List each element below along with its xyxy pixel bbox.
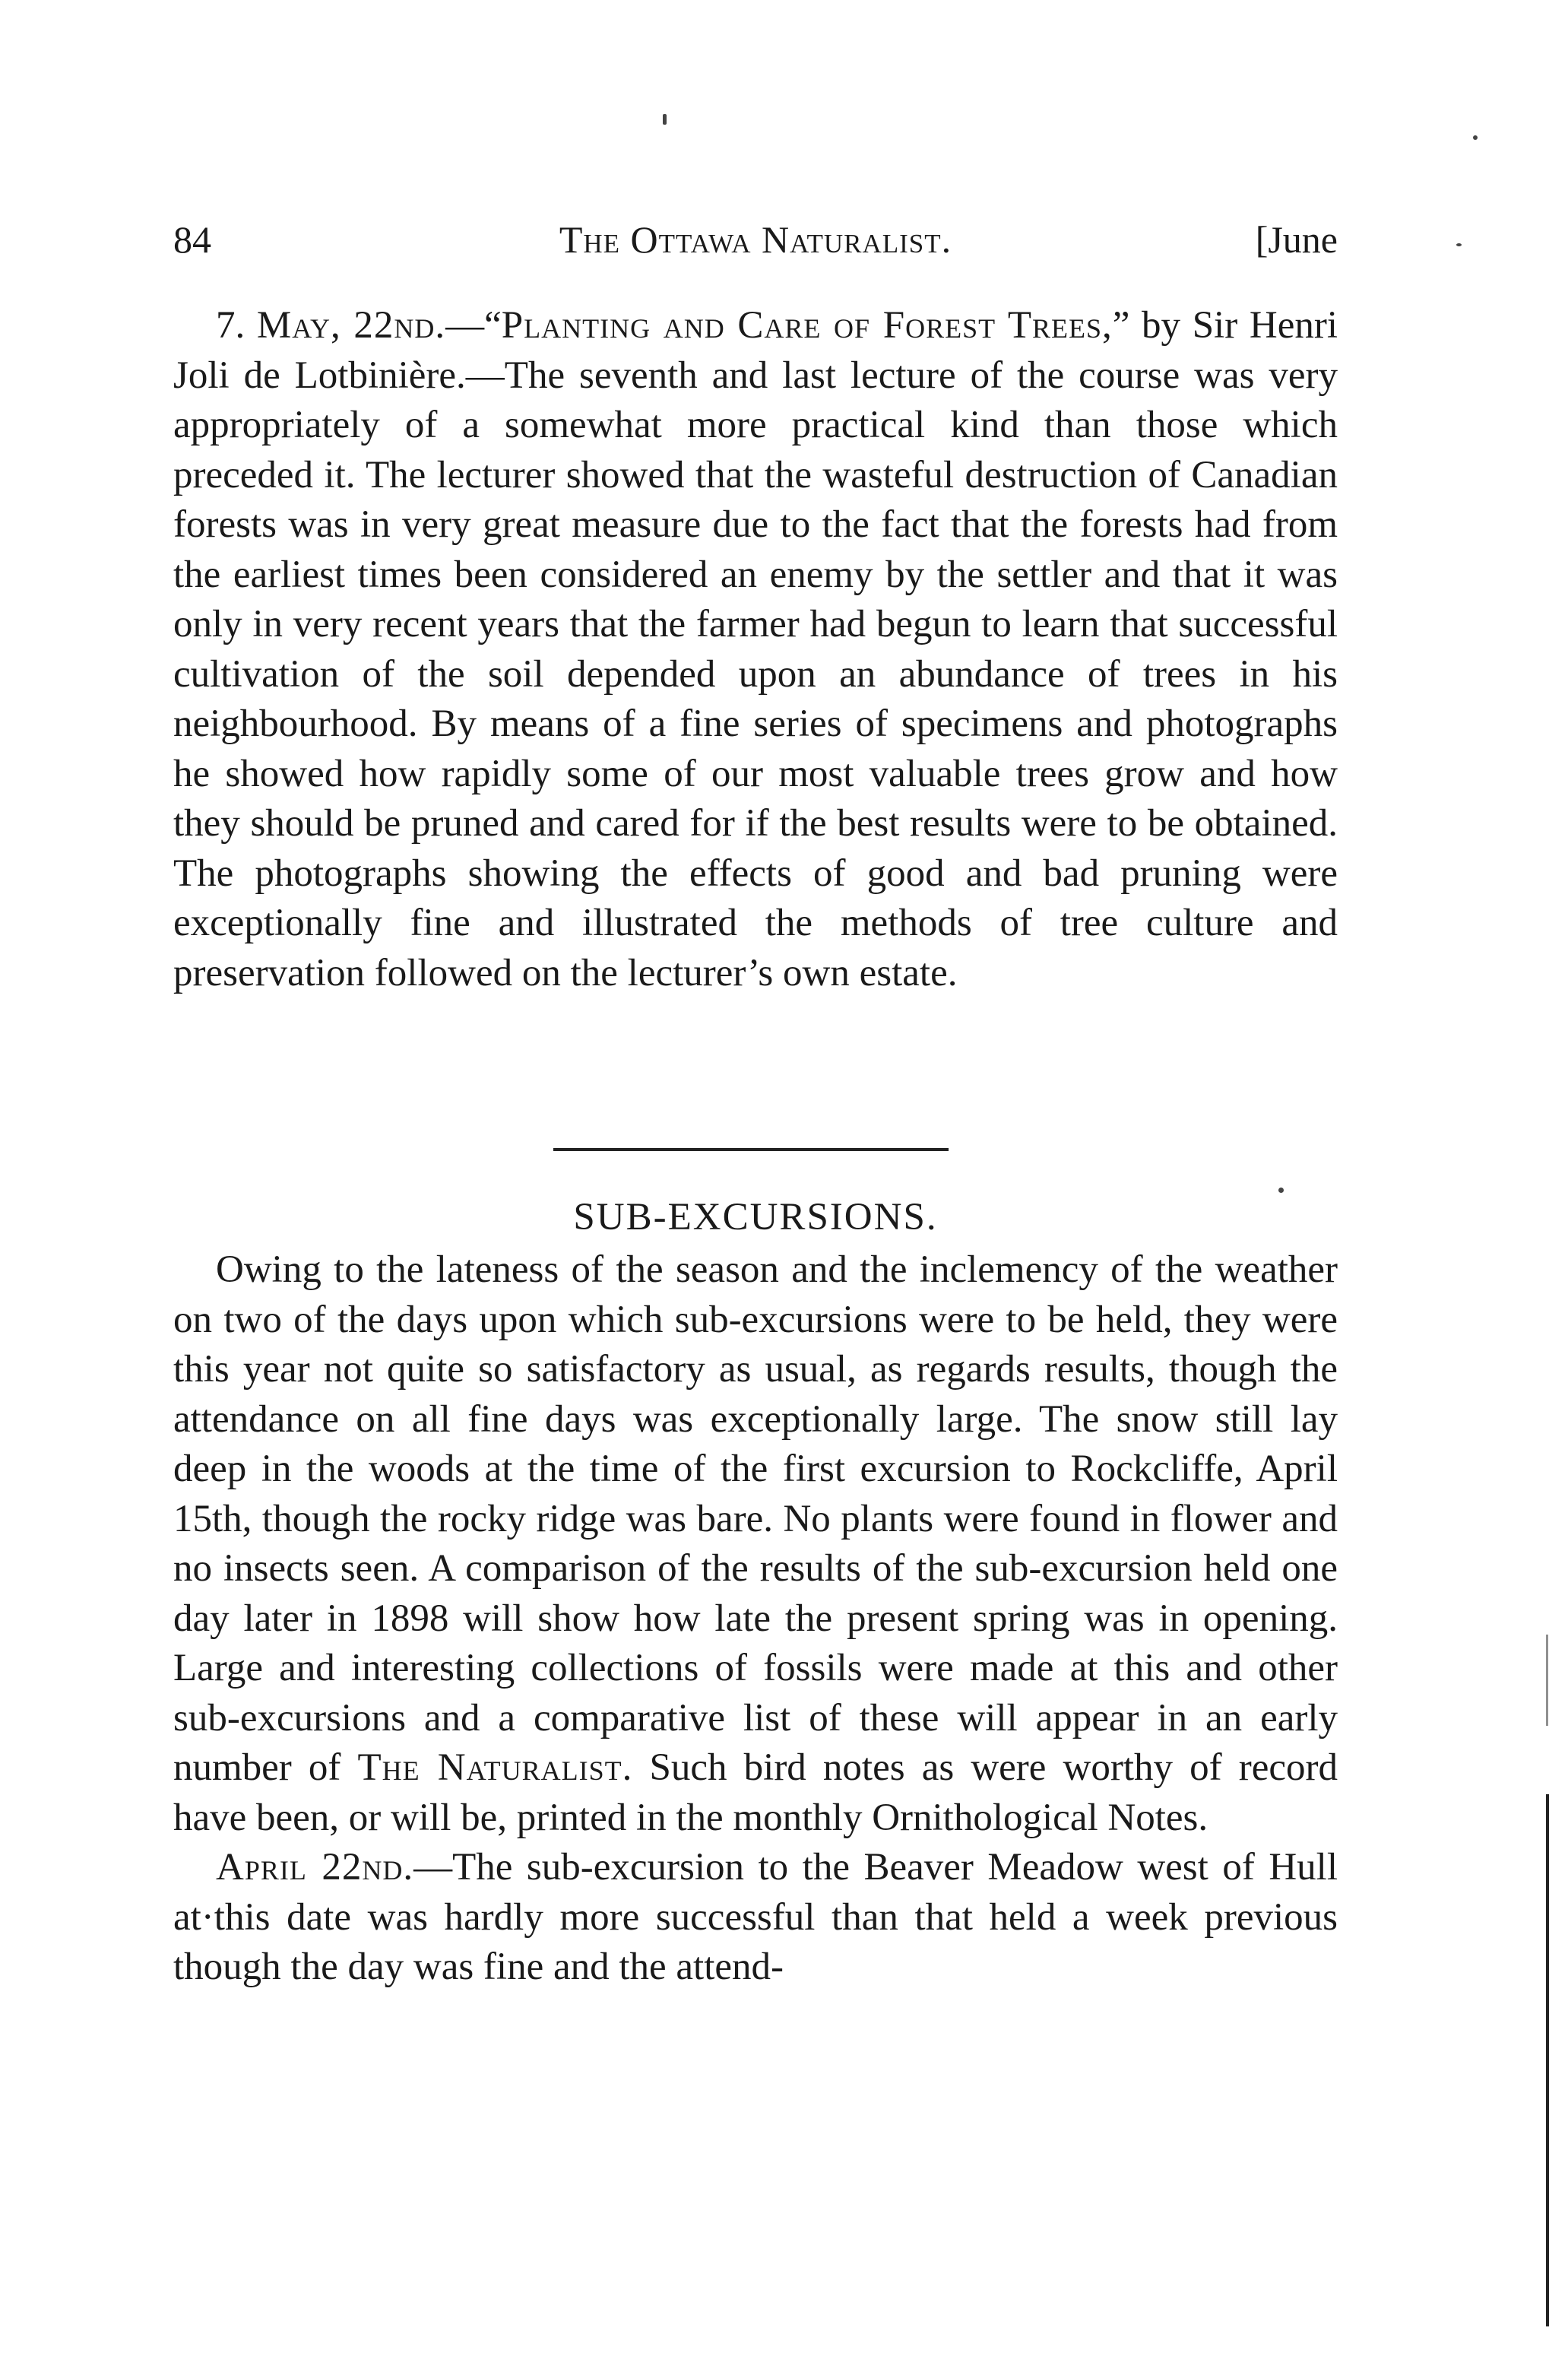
lecture-author: ” by Sir Henri Joli de Lotbinière.— (173, 304, 1338, 397)
running-title: The Ottawa Naturalist. (559, 218, 952, 261)
lecture-dash: —“ (445, 304, 502, 347)
lecture-number: 7. (216, 304, 245, 347)
excursions-paragraph-1 (173, 1245, 1338, 1843)
section-heading: SUB-EXCURSIONS. (573, 1196, 938, 1238)
scan-speck (663, 114, 667, 125)
lecture-body: The seventh and last lecture of the course was very appropriately of a somewhat more practical kind than those which preceded it. The lecturer showed that the wasteful destruction of Canadian forests was in very great measure due to the fact that the forests had from the earliest times been considered an enemy by the settler and that it was only in very recent years that the farmer had begun to learn that successful cultivation of the soil depended upon an abundance of trees in his neighbourhood. By means of a fine series of specimens and photographs he showed how rapidly some of our most valuable trees grow and how they should be pruned and cared for if the best results were to be obtained. The photographs showing the effects of good and bad pruning were exceptionally fine and illustrated the methods of tree culture and preservation followed on the lecturer’s own estate. (173, 354, 1338, 994)
excursions-paragraph-2 (173, 1843, 1338, 1993)
running-month: [June (1255, 218, 1338, 261)
scan-edge-mark (1546, 1635, 1548, 1726)
scan-speck (1456, 243, 1462, 246)
scan-speck (1473, 135, 1478, 140)
scan-speck (1278, 1188, 1284, 1193)
scan-edge-mark (1546, 1794, 1549, 2326)
lecture-paragraph (173, 301, 1338, 998)
section-divider (553, 1148, 949, 1151)
lecture-entry (173, 301, 1338, 998)
running-header (173, 213, 1338, 266)
excursion-body: —The sub-excursion to the Beaver Meadow west of Hull at·this date was hardly more successful than that held a week previous though the day was fine and the attend- (173, 1846, 1338, 1988)
page-number: 84 (173, 218, 211, 261)
excursions-text-part-1: Owing to the lateness of the season and the inclemency of the weather on two of the days upon which sub-excursions were to be held, they were this year not quite so satisfactory as usual, as regards results, though the attendance on all fine days was exceptionally large. The snow still lay deep in the woods at the time of the first excursion to Rockcliffe, April 15th, though the rocky ridge was bare. No plants were found in flower and no insects seen. A comparison of the results of the sub-excursion held one day later in 1898 will show how late the present spring was in opening. Large and interesting collections of fossils were made at this and other sub-excursions and a comparative list of these will appear in an early number of (173, 1248, 1338, 1789)
lecture-date: May, 22nd. (256, 304, 446, 347)
lecture-title: Planting and Care of Forest Trees, (501, 304, 1113, 347)
excursion-date: April 22nd. (216, 1846, 414, 1889)
excursions-text-part-2: Such bird notes as were worthy of record have been, or will be, printed in the monthly Ornithological Notes. (173, 1746, 1338, 1839)
journal-name: The Naturalist. (357, 1746, 633, 1789)
excursions-text (173, 1245, 1338, 1993)
